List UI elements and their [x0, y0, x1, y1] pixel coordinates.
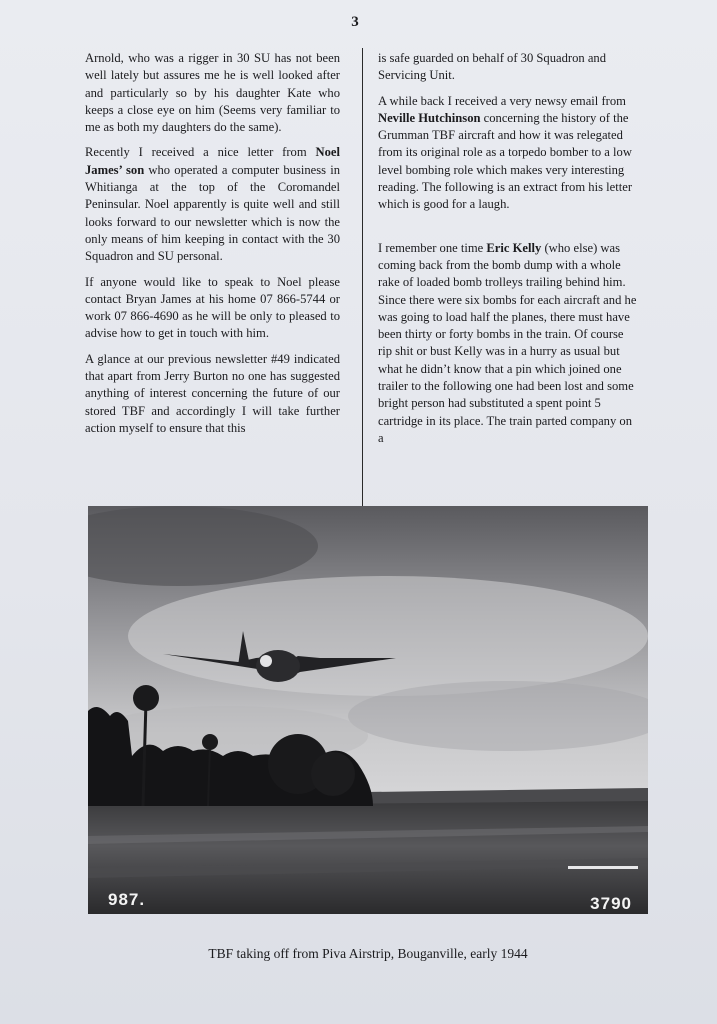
left-paragraph-noel-letter [85, 144, 340, 265]
photo-number-left: 987. [108, 890, 146, 909]
text-run: A while back I received a very newsy email from [378, 93, 626, 108]
left-paragraph-contact: If anyone would like to speak to Noel please contact Bryan James at his home 07 866-5744 or work 07 866-4690 as he will be only to pleased to advise how to get in touch with him. [85, 274, 340, 341]
photo-caption: TBF taking off from Piva Airstrip, Bouganville, early 1944 [208, 946, 528, 961]
left-column [85, 50, 340, 445]
tbf-photo-image [88, 506, 648, 914]
text-run: Recently I received a nice letter from [85, 145, 316, 160]
page-number: 3 [351, 14, 359, 30]
text-run: I remember one time [378, 240, 487, 255]
name-neville-hutchinson: Neville Hutchinson [378, 110, 481, 125]
tbf-photo [88, 506, 648, 914]
name-noel-james-son: Noel James’ son [85, 145, 340, 177]
right-paragraph-safeguard: is safe guarded on behalf of 30 Squadron and Servicing Unit. [378, 51, 607, 83]
right-column [378, 50, 640, 455]
name-eric-kelly: Eric Kelly [486, 240, 542, 255]
left-paragraph-arnold: Arnold, who was a rigger in 30 SU has not been well lately but assures me he is well looked after and particularly so by his daughter Kate who keeps a close eye on him (Seems very familiar to me as both my daughters do the same). [85, 51, 340, 135]
text-run: concerning the history of the Grumman TBF aircraft and how it was relegated from its original role as a torpedo bomber to a low level bombing role which makes very interesting reading. The following is an extract from his letter which is good for a laugh. [378, 110, 633, 212]
right-paragraph-neville-email [378, 93, 640, 214]
text-run: (who else) was coming back from the bomb dump with a whole rake of loaded bomb trolleys trailing behind him. Since there were six bombs for each aircraft and he was going to load half the planes, there must have been thirty or forty bombs in the train. Of course rip shit or bust Kelly was in a hurry as usual but what he didn’t know that a pin which joined one trailer to the following one had been lost and some bright person had substituted a spent point 5 cartridge in its place. The train parted company on a [378, 240, 637, 445]
left-paragraph-tbf-future: A glance at our previous newsletter #49 indicated that apart from Jerry Burton no one has suggested anything of interest concerning the future of our stored TBF and accordingly I will take further action myself to ensure that this [85, 351, 340, 435]
right-paragraph-eric-kelly [378, 240, 640, 448]
text-run: who operated a computer business in Whitianga at the top of the Coromandel Peninsular. Noel apparently is quite well and still looks forward to our newsletter which is now the only means of him keeping in contact with the 30 Squadron and SU personal. [85, 162, 341, 264]
column-divider [362, 48, 363, 508]
photo-number-right: 3790 [590, 894, 632, 913]
